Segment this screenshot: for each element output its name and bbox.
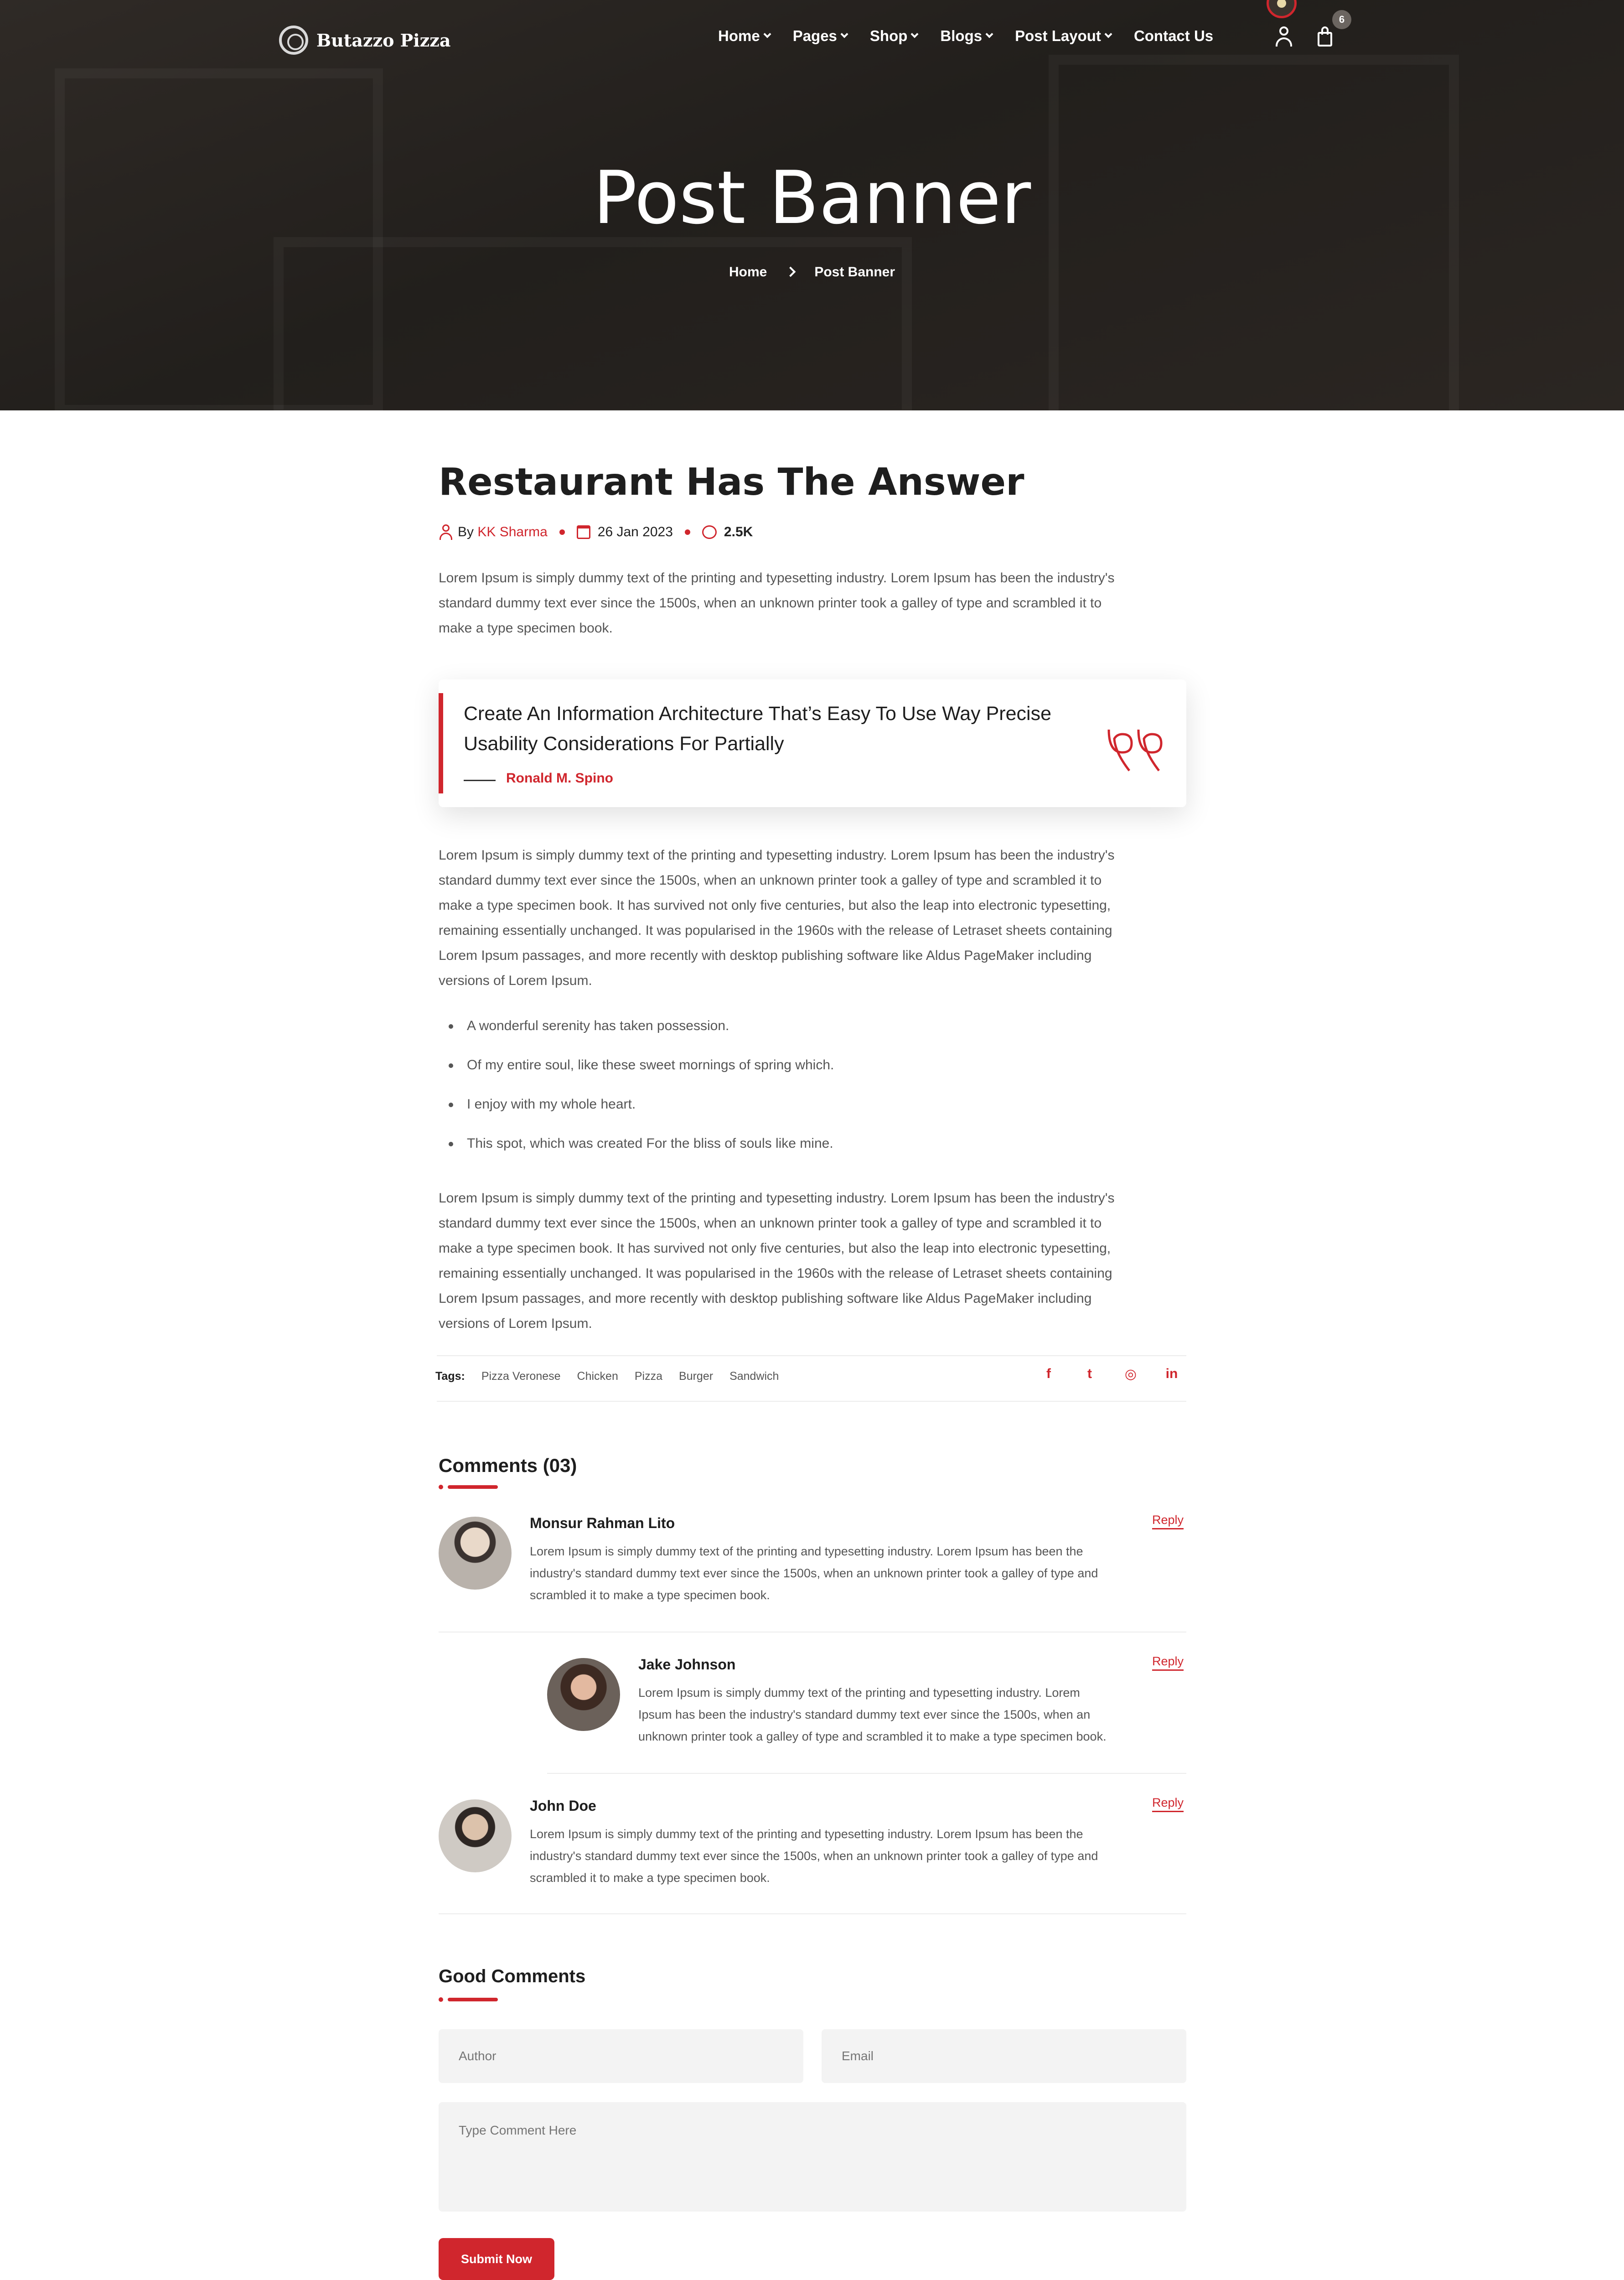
linkedin-icon[interactable]: in: [1165, 1366, 1178, 1381]
heading-underline-dot: [439, 1997, 443, 2002]
quote-line: Create An Information Architecture That’s Easy To Use Way Precise: [464, 703, 1051, 725]
pizza-logo-icon: [279, 26, 308, 55]
divider: [547, 1773, 1186, 1774]
chevron-down-icon: [840, 31, 848, 38]
tag-link[interactable]: Burger: [679, 1370, 714, 1383]
paragraph-line: standard dummy text ever since the 1500s, when an unknown printer took a galley of type and scrambled it to: [439, 596, 1102, 611]
comment-line: Lorem Ipsum is simply dummy text of the printing and typesetting industry. Lorem Ipsum has been the: [530, 1544, 1083, 1558]
comment-icon: [702, 525, 717, 539]
main-nav: [718, 27, 1213, 45]
heading-underline-dot: [439, 1485, 443, 1489]
paragraph-line: Lorem Ipsum passages, and more recently with desktop publishing software like Aldus PageMaker including: [439, 1291, 1092, 1306]
nav-shop[interactable]: [870, 27, 917, 45]
loader-ring-icon: [1267, 0, 1297, 18]
breadcrumb-home[interactable]: Home: [729, 264, 767, 280]
quote-author-dash: [464, 780, 496, 781]
comment-line: industry's standard dummy text ever since the 1500s, when an unknown printer took a galley of type and: [530, 1849, 1098, 1863]
post-body-1: [439, 843, 1186, 993]
quote-accent-bar: [439, 693, 443, 793]
comments-heading: Comments (03): [439, 1455, 577, 1476]
comments-count: 2.5K: [724, 524, 753, 539]
chevron-down-icon: [1104, 31, 1112, 38]
facebook-icon[interactable]: f: [1046, 1366, 1051, 1381]
nav-post-layout[interactable]: [1015, 27, 1111, 45]
paragraph-line: make a type specimen book.: [439, 621, 613, 636]
bullet-list: [439, 1017, 1186, 1174]
user-icon[interactable]: [1275, 26, 1293, 47]
nav-label: Shop: [869, 27, 908, 44]
comment-author: John Doe: [530, 1798, 596, 1814]
comment-textarea[interactable]: [439, 2102, 1186, 2212]
comment-line: scrambled it to make a type specimen book.: [530, 1871, 770, 1885]
tag-link[interactable]: Pizza Veronese: [481, 1370, 561, 1383]
quote-text: [464, 699, 1051, 759]
nav-label: Blogs: [940, 27, 983, 44]
comment-line: Lorem Ipsum is simply dummy text of the printing and typesetting industry. Lorem Ipsum has been the: [530, 1827, 1083, 1841]
chevron-down-icon: [911, 31, 919, 38]
post-title: Restaurant Has The Answer: [439, 461, 1024, 504]
instagram-icon[interactable]: ◎: [1124, 1367, 1137, 1382]
comment-line: Ipsum has been the industry's standard dummy text ever since the 1500s, when an: [638, 1708, 1091, 1721]
hero-banner: [0, 0, 1624, 410]
paragraph-line: versions of Lorem Ipsum.: [439, 973, 592, 988]
reply-button[interactable]: Reply: [1152, 1796, 1184, 1812]
nav-home[interactable]: [718, 27, 770, 45]
post-meta: [439, 524, 1186, 540]
by-label: By: [458, 524, 474, 539]
comment-line: industry's standard dummy text ever since the 1500s, when an unknown printer took a galley of type and: [530, 1566, 1098, 1580]
post-intro: [439, 565, 1186, 641]
comment-text: [530, 1540, 1098, 1606]
list-item: A wonderful serenity has taken possession.: [439, 1017, 1186, 1056]
tags-label: Tags:: [435, 1370, 465, 1383]
paragraph-line: remaining essentially unchanged. It was popularised in the 1960s with the release of Letraset sheets containing: [439, 923, 1112, 938]
comment-text: [638, 1682, 1107, 1747]
chevron-down-icon: [986, 31, 993, 38]
meta-separator: [685, 529, 690, 535]
post-body-2: [439, 1186, 1186, 1336]
avatar: [439, 1517, 512, 1590]
post-tags: [435, 1370, 779, 1383]
calendar-icon: [577, 525, 590, 539]
hero-background-decoration: [274, 237, 912, 410]
comment-text: [530, 1823, 1098, 1889]
avatar: [439, 1799, 512, 1872]
list-item: I enjoy with my whole heart.: [439, 1095, 1186, 1135]
meta-by: [458, 524, 548, 540]
user-icon: [439, 524, 452, 540]
author-link[interactable]: KK Sharma: [477, 524, 548, 539]
cart-icon[interactable]: [1316, 26, 1334, 47]
meta-separator: [559, 529, 565, 535]
page-title: Post Banner: [593, 155, 1031, 240]
quote-author: Ronald M. Spino: [506, 771, 613, 786]
nav-label: Home: [718, 27, 760, 44]
paragraph-line: Lorem Ipsum is simply dummy text of the printing and typesetting industry. Lorem Ipsum has been the industry's: [439, 848, 1115, 863]
chevron-down-icon: [763, 31, 771, 38]
breadcrumb: [0, 264, 1624, 280]
paragraph-line: make a type specimen book. It has survived not only five centuries, but also the leap into electronic typesetting,: [439, 1241, 1111, 1256]
paragraph-line: Lorem Ipsum is simply dummy text of the printing and typesetting industry. Lorem Ipsum has been the industry's: [439, 1191, 1115, 1206]
chevron-right-icon: [786, 267, 796, 277]
comment-author: Monsur Rahman Lito: [530, 1515, 675, 1531]
comment-line: unknown printer took a galley of type and scrambled it to make a type specimen book.: [638, 1730, 1107, 1743]
reply-button[interactable]: Reply: [1152, 1513, 1184, 1529]
comment-line: scrambled it to make a type specimen book.: [530, 1588, 770, 1602]
author-input[interactable]: [439, 2029, 803, 2083]
divider: [437, 1401, 1186, 1402]
header-logo[interactable]: [279, 26, 450, 55]
paragraph-line: standard dummy text ever since the 1500s, when an unknown printer took a galley of type and scrambled it to: [439, 1216, 1102, 1231]
divider: [439, 1913, 1186, 1914]
twitter-icon[interactable]: t: [1087, 1366, 1092, 1381]
comment-line: Lorem Ipsum is simply dummy text of the printing and typesetting industry. Lorem: [638, 1686, 1080, 1700]
list-item: This spot, which was created For the bliss of souls like mine.: [439, 1135, 1186, 1174]
share-icons: [1040, 1366, 1181, 1382]
paragraph-line: make a type specimen book. It has survived not only five centuries, but also the leap into electronic typesetting,: [439, 898, 1111, 913]
blockquote-card: [439, 679, 1186, 807]
divider: [437, 1355, 1186, 1356]
submit-button[interactable]: Submit Now: [439, 2238, 554, 2280]
cart-count-badge: 6: [1332, 10, 1351, 29]
tag-link[interactable]: Pizza: [634, 1370, 663, 1383]
reply-button[interactable]: Reply: [1152, 1654, 1184, 1671]
comment-author: Jake Johnson: [638, 1656, 736, 1673]
nav-contact-us[interactable]: [1134, 27, 1213, 45]
post-date: 26 Jan 2023: [597, 524, 673, 539]
tag-link[interactable]: Chicken: [577, 1370, 618, 1383]
paragraph-line: Lorem Ipsum is simply dummy text of the printing and typesetting industry. Lorem Ipsum has been the industry's: [439, 570, 1115, 586]
heading-underline: [448, 1485, 498, 1489]
nav-label: Pages: [792, 27, 837, 44]
paragraph-line: Lorem Ipsum passages, and more recently with desktop publishing software like Aldus PageMaker including: [439, 948, 1092, 963]
paragraph-line: versions of Lorem Ipsum.: [439, 1316, 592, 1331]
logo-text: Butazzo Pizza: [316, 30, 451, 51]
nav-label: Post Layout: [1015, 27, 1101, 44]
heading-underline: [448, 1998, 498, 2001]
paragraph-line: remaining essentially unchanged. It was popularised in the 1960s with the release of Letraset sheets containing: [439, 1266, 1112, 1281]
quote-mark-icon: [1104, 725, 1168, 780]
avatar: [547, 1658, 620, 1731]
nav-pages[interactable]: [793, 27, 847, 45]
paragraph-line: standard dummy text ever since the 1500s, when an unknown printer took a galley of type and scrambled it to: [439, 873, 1102, 888]
form-heading: Good Comments: [439, 1966, 586, 1986]
email-input[interactable]: [822, 2029, 1186, 2083]
quote-line: Usability Considerations For Partially: [464, 733, 784, 755]
list-item: Of my entire soul, like these sweet mornings of spring which.: [439, 1056, 1186, 1095]
nav-blogs[interactable]: [940, 27, 992, 45]
nav-label: Contact Us: [1133, 27, 1214, 44]
breadcrumb-current: Post Banner: [814, 264, 895, 280]
tag-link[interactable]: Sandwich: [729, 1370, 779, 1383]
